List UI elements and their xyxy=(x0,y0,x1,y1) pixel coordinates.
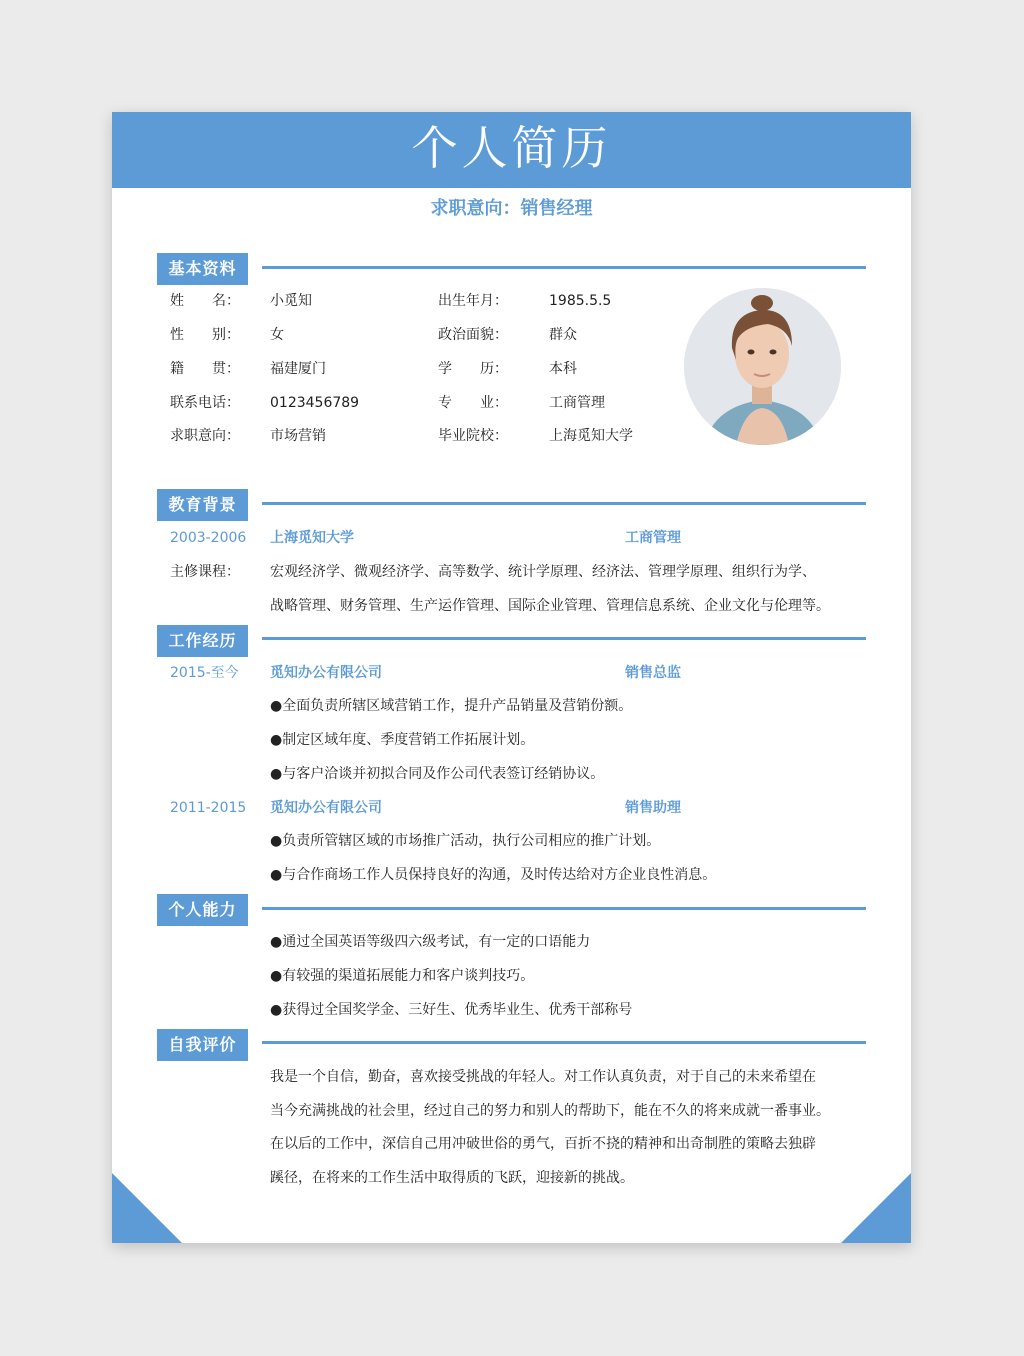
section-divider-evaluation xyxy=(262,1041,866,1044)
basic-key: 性 别： xyxy=(170,327,240,343)
basic-key: 籍 贯： xyxy=(170,361,240,377)
section-divider-skills xyxy=(262,907,866,910)
corner-decoration-left xyxy=(112,1173,182,1243)
basic-value: 女 xyxy=(270,327,284,343)
skill-item: ●有较强的渠道拓展能力和客户谈判技巧。 xyxy=(270,968,535,984)
resume-page xyxy=(112,112,911,1243)
section-label-education: 教育背景 xyxy=(157,489,248,521)
section-label-skills: 个人能力 xyxy=(157,894,248,926)
job-duty: ●与客户洽谈并初拟合同及作公司代表签订经销协议。 xyxy=(270,766,605,782)
job-years: 2011-2015 xyxy=(170,800,247,816)
basic-key: 姓 名： xyxy=(170,293,240,309)
section-divider-education xyxy=(262,502,866,505)
basic-key: 政治面貌： xyxy=(438,327,508,343)
section-label-evaluation: 自我评价 xyxy=(157,1029,248,1061)
section-label-work: 工作经历 xyxy=(157,625,248,657)
education-years: 2003-2006 xyxy=(170,530,247,546)
job-position: 销售助理 xyxy=(625,800,681,816)
bullet-icon: ● xyxy=(270,968,283,984)
basic-value: 小觅知 xyxy=(270,293,312,309)
section-divider-work xyxy=(262,637,866,640)
evaluation-line: 蹊径，在将来的工作生活中取得质的飞跃，迎接新的挑战。 xyxy=(270,1170,634,1186)
courses-line: 宏观经济学、微观经济学、高等数学、统计学原理、经济法、管理学原理、组织行为学、 xyxy=(270,564,816,580)
basic-value: 市场营销 xyxy=(270,428,326,444)
job-duty: ●负责所管辖区域的市场推广活动，执行公司相应的推广计划。 xyxy=(270,833,661,849)
basic-key: 专 业： xyxy=(438,395,508,411)
basic-key: 毕业院校： xyxy=(438,428,508,444)
basic-value: 上海觅知大学 xyxy=(549,428,633,444)
section-label-basic: 基本资料 xyxy=(157,253,248,285)
bullet-icon: ● xyxy=(270,732,283,748)
job-duty: ●与合作商场工作人员保持良好的沟通，及时传达给对方企业良性消息。 xyxy=(270,867,717,883)
basic-value: 1985.5.5 xyxy=(549,293,612,309)
basic-value: 0123456789 xyxy=(270,395,360,411)
basic-value: 群众 xyxy=(549,327,577,343)
bullet-icon: ● xyxy=(270,833,283,849)
courses-key: 主修课程： xyxy=(170,564,240,580)
courses-line: 战略管理、财务管理、生产运作管理、国际企业管理、管理信息系统、企业文化与伦理等。 xyxy=(270,598,830,614)
basic-key: 学 历： xyxy=(438,361,508,377)
bullet-icon: ● xyxy=(270,1002,283,1018)
basic-value: 福建厦门 xyxy=(270,361,326,377)
evaluation-line: 在以后的工作中，深信自己用冲破世俗的勇气，百折不挠的精神和出奇制胜的策略去独辟 xyxy=(270,1136,816,1152)
education-school: 上海觅知大学 xyxy=(270,530,354,546)
skill-item: ●通过全国英语等级四六级考试，有一定的口语能力 xyxy=(270,934,591,950)
job-intent-heading: 求职意向：销售经理 xyxy=(430,198,593,219)
basic-key: 联系电话： xyxy=(170,395,240,411)
bullet-icon: ● xyxy=(270,867,283,883)
job-company: 觅知办公有限公司 xyxy=(270,665,382,681)
basic-value: 工商管理 xyxy=(549,395,605,411)
education-major: 工商管理 xyxy=(625,530,681,546)
evaluation-line: 当今充满挑战的社会里，经过自己的努力和别人的帮助下，能在不久的将来成就一番事业。 xyxy=(270,1103,830,1119)
job-years: 2015-至今 xyxy=(170,665,239,681)
bullet-icon: ● xyxy=(270,766,283,782)
section-divider-basic xyxy=(262,266,866,269)
basic-value: 本科 xyxy=(549,361,577,377)
resume-title: 个人简历 xyxy=(112,112,911,188)
job-duty: ●全面负责所辖区域营销工作，提升产品销量及营销份额。 xyxy=(270,698,633,714)
bullet-icon: ● xyxy=(270,934,283,950)
portrait-photo xyxy=(684,288,841,445)
corner-decoration-right xyxy=(841,1173,911,1243)
portrait-icon xyxy=(684,288,841,445)
job-position: 销售总监 xyxy=(625,665,681,681)
basic-key: 出生年月： xyxy=(438,293,508,309)
job-company: 觅知办公有限公司 xyxy=(270,800,382,816)
skill-item: ●获得过全国奖学金、三好生、优秀毕业生、优秀干部称号 xyxy=(270,1002,633,1018)
evaluation-line: 我是一个自信，勤奋，喜欢接受挑战的年轻人。对工作认真负责，对于自己的未来希望在 xyxy=(270,1069,816,1085)
bullet-icon: ● xyxy=(270,698,283,714)
basic-key: 求职意向： xyxy=(170,428,240,444)
job-duty: ●制定区域年度、季度营销工作拓展计划。 xyxy=(270,732,535,748)
